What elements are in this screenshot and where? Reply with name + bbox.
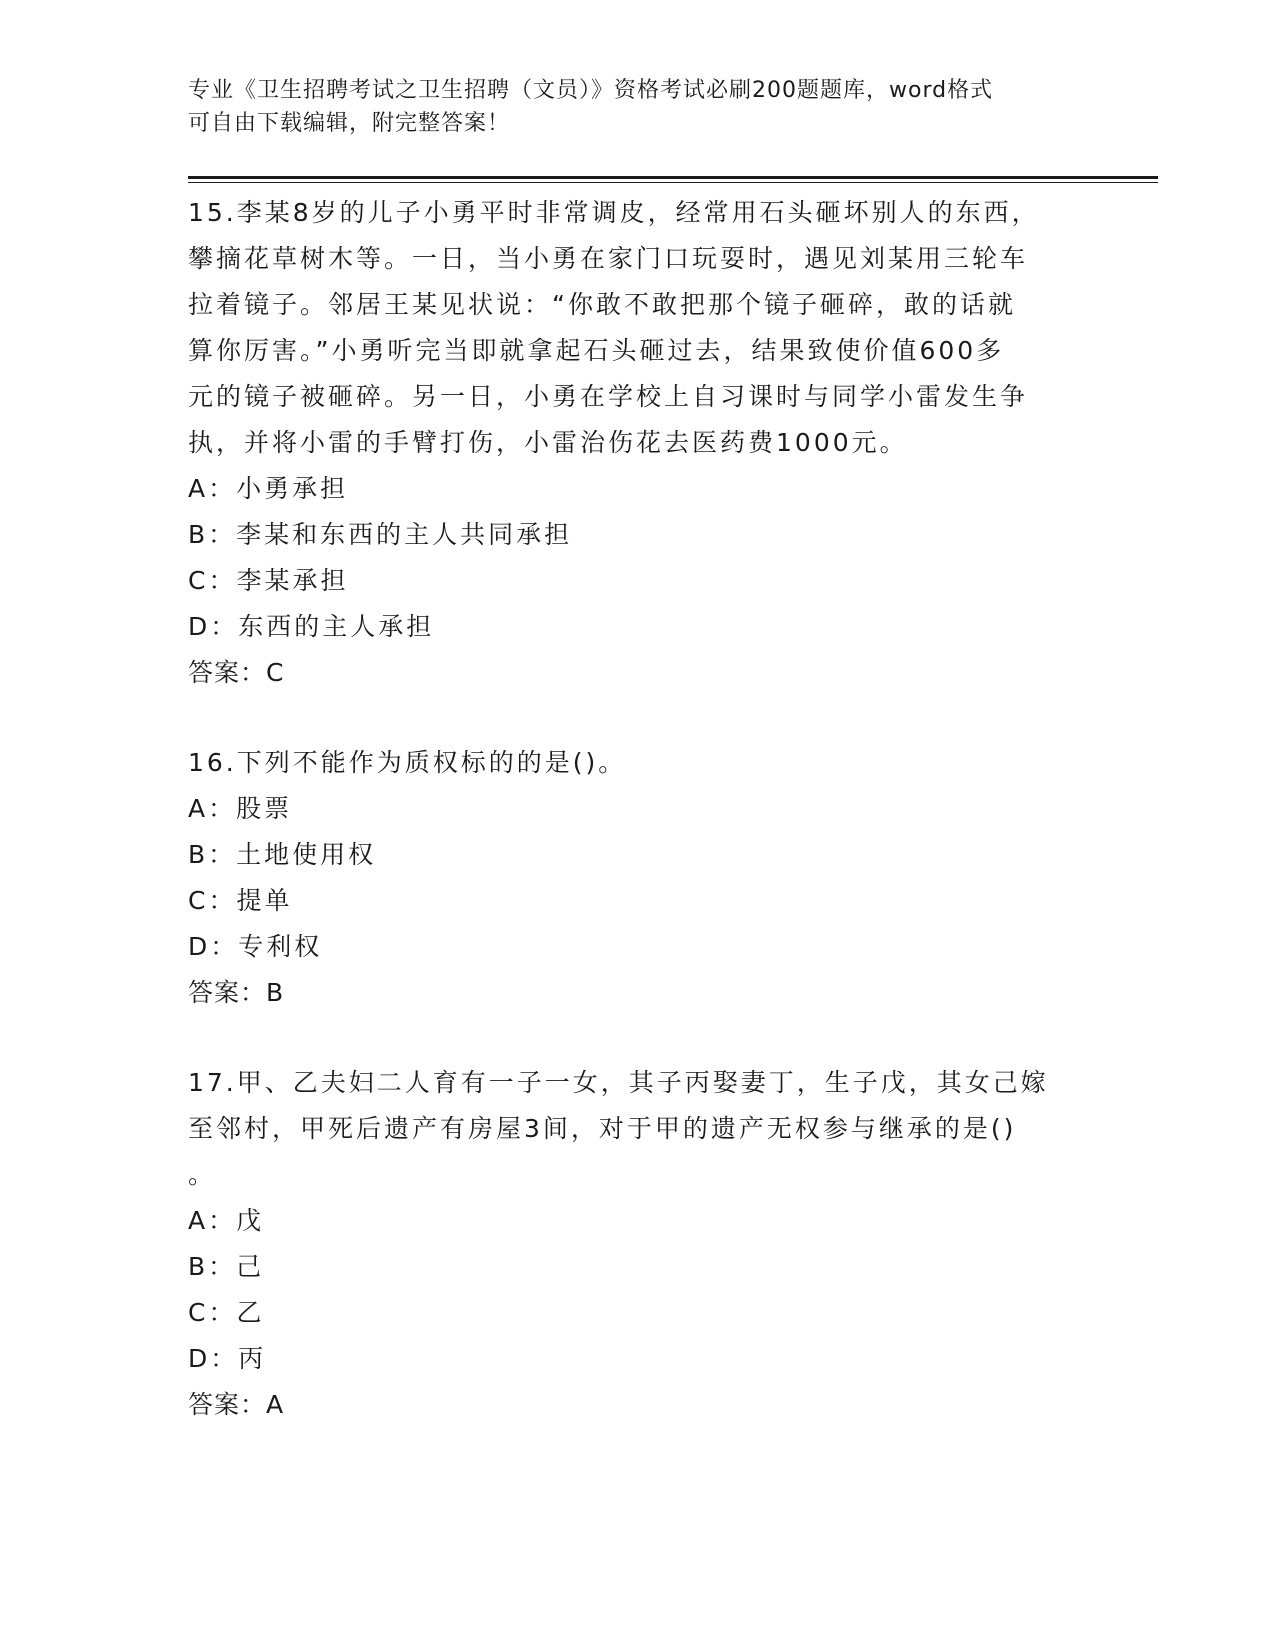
question-text-line: 执，并将小雷的手臂打伤，小雷治伤花去医药费1000元。: [188, 428, 908, 457]
question-spacer: [188, 1016, 1088, 1060]
question-spacer: [188, 696, 1088, 740]
answer-line: 答案：B: [188, 978, 285, 1007]
question-text-line: 攀摘花草树木等。一日，当小勇在家门口玩耍时，遇见刘某用三轮车: [188, 244, 1029, 273]
question-text-line: 17.甲、乙夫妇二人育有一子一女，其子丙娶妻丁，生子戊，其女己嫁: [188, 1068, 1049, 1097]
question-text-line: 15.李某8岁的儿子小勇平时非常调皮，经常用石头砸坏别人的东西，: [188, 198, 1040, 227]
question-text-line: 元的镜子被砸碎。另一日，小勇在学校上自习课时与同学小雷发生争: [188, 382, 1029, 411]
option-c: C：乙: [188, 1298, 265, 1327]
question-list: [188, 190, 1088, 1428]
header-line-2: 可自由下载编辑，附完整答案！: [188, 111, 511, 136]
option-a: A：小勇承担: [188, 474, 349, 503]
option-a: A：戊: [188, 1206, 265, 1235]
answer-line: 答案：C: [188, 658, 285, 687]
question-block: [188, 1060, 1088, 1428]
option-c: C：李某承担: [188, 566, 349, 595]
option-a: A：股票: [188, 794, 293, 823]
question-text-line: 算你厉害。”小勇听完当即就拿起石头砸过去，结果致使价值600多: [188, 336, 1005, 365]
question-text-line: 拉着镜子。邻居王某见状说：“你敢不敢把那个镜子砸碎，敢的话就: [188, 290, 1016, 319]
document-header: [188, 74, 1088, 140]
header-rule-thick: [188, 176, 1158, 179]
question-block: [188, 190, 1088, 696]
option-d: D：东西的主人承担: [188, 612, 435, 641]
question-text-line: 16.下列不能作为质权标的的是()。: [188, 748, 627, 777]
question-block: [188, 740, 1088, 1016]
option-c: C：提单: [188, 886, 293, 915]
answer-line: 答案：A: [188, 1390, 285, 1419]
option-b: B：土地使用权: [188, 840, 377, 869]
option-b: B：李某和东西的主人共同承担: [188, 520, 573, 549]
question-text-line: 。: [188, 1160, 217, 1189]
header-line-1: 专业《卫生招聘考试之卫生招聘（文员）》资格考试必刷200题题库，word格式: [188, 78, 994, 103]
option-d: D：丙: [188, 1344, 267, 1373]
option-b: B：己: [188, 1252, 265, 1281]
option-d: D：专利权: [188, 932, 323, 961]
question-text-line: 至邻村，甲死后遗产有房屋3间，对于甲的遗产无权参与继承的是(): [188, 1114, 1017, 1143]
header-rule-thin: [188, 182, 1158, 183]
